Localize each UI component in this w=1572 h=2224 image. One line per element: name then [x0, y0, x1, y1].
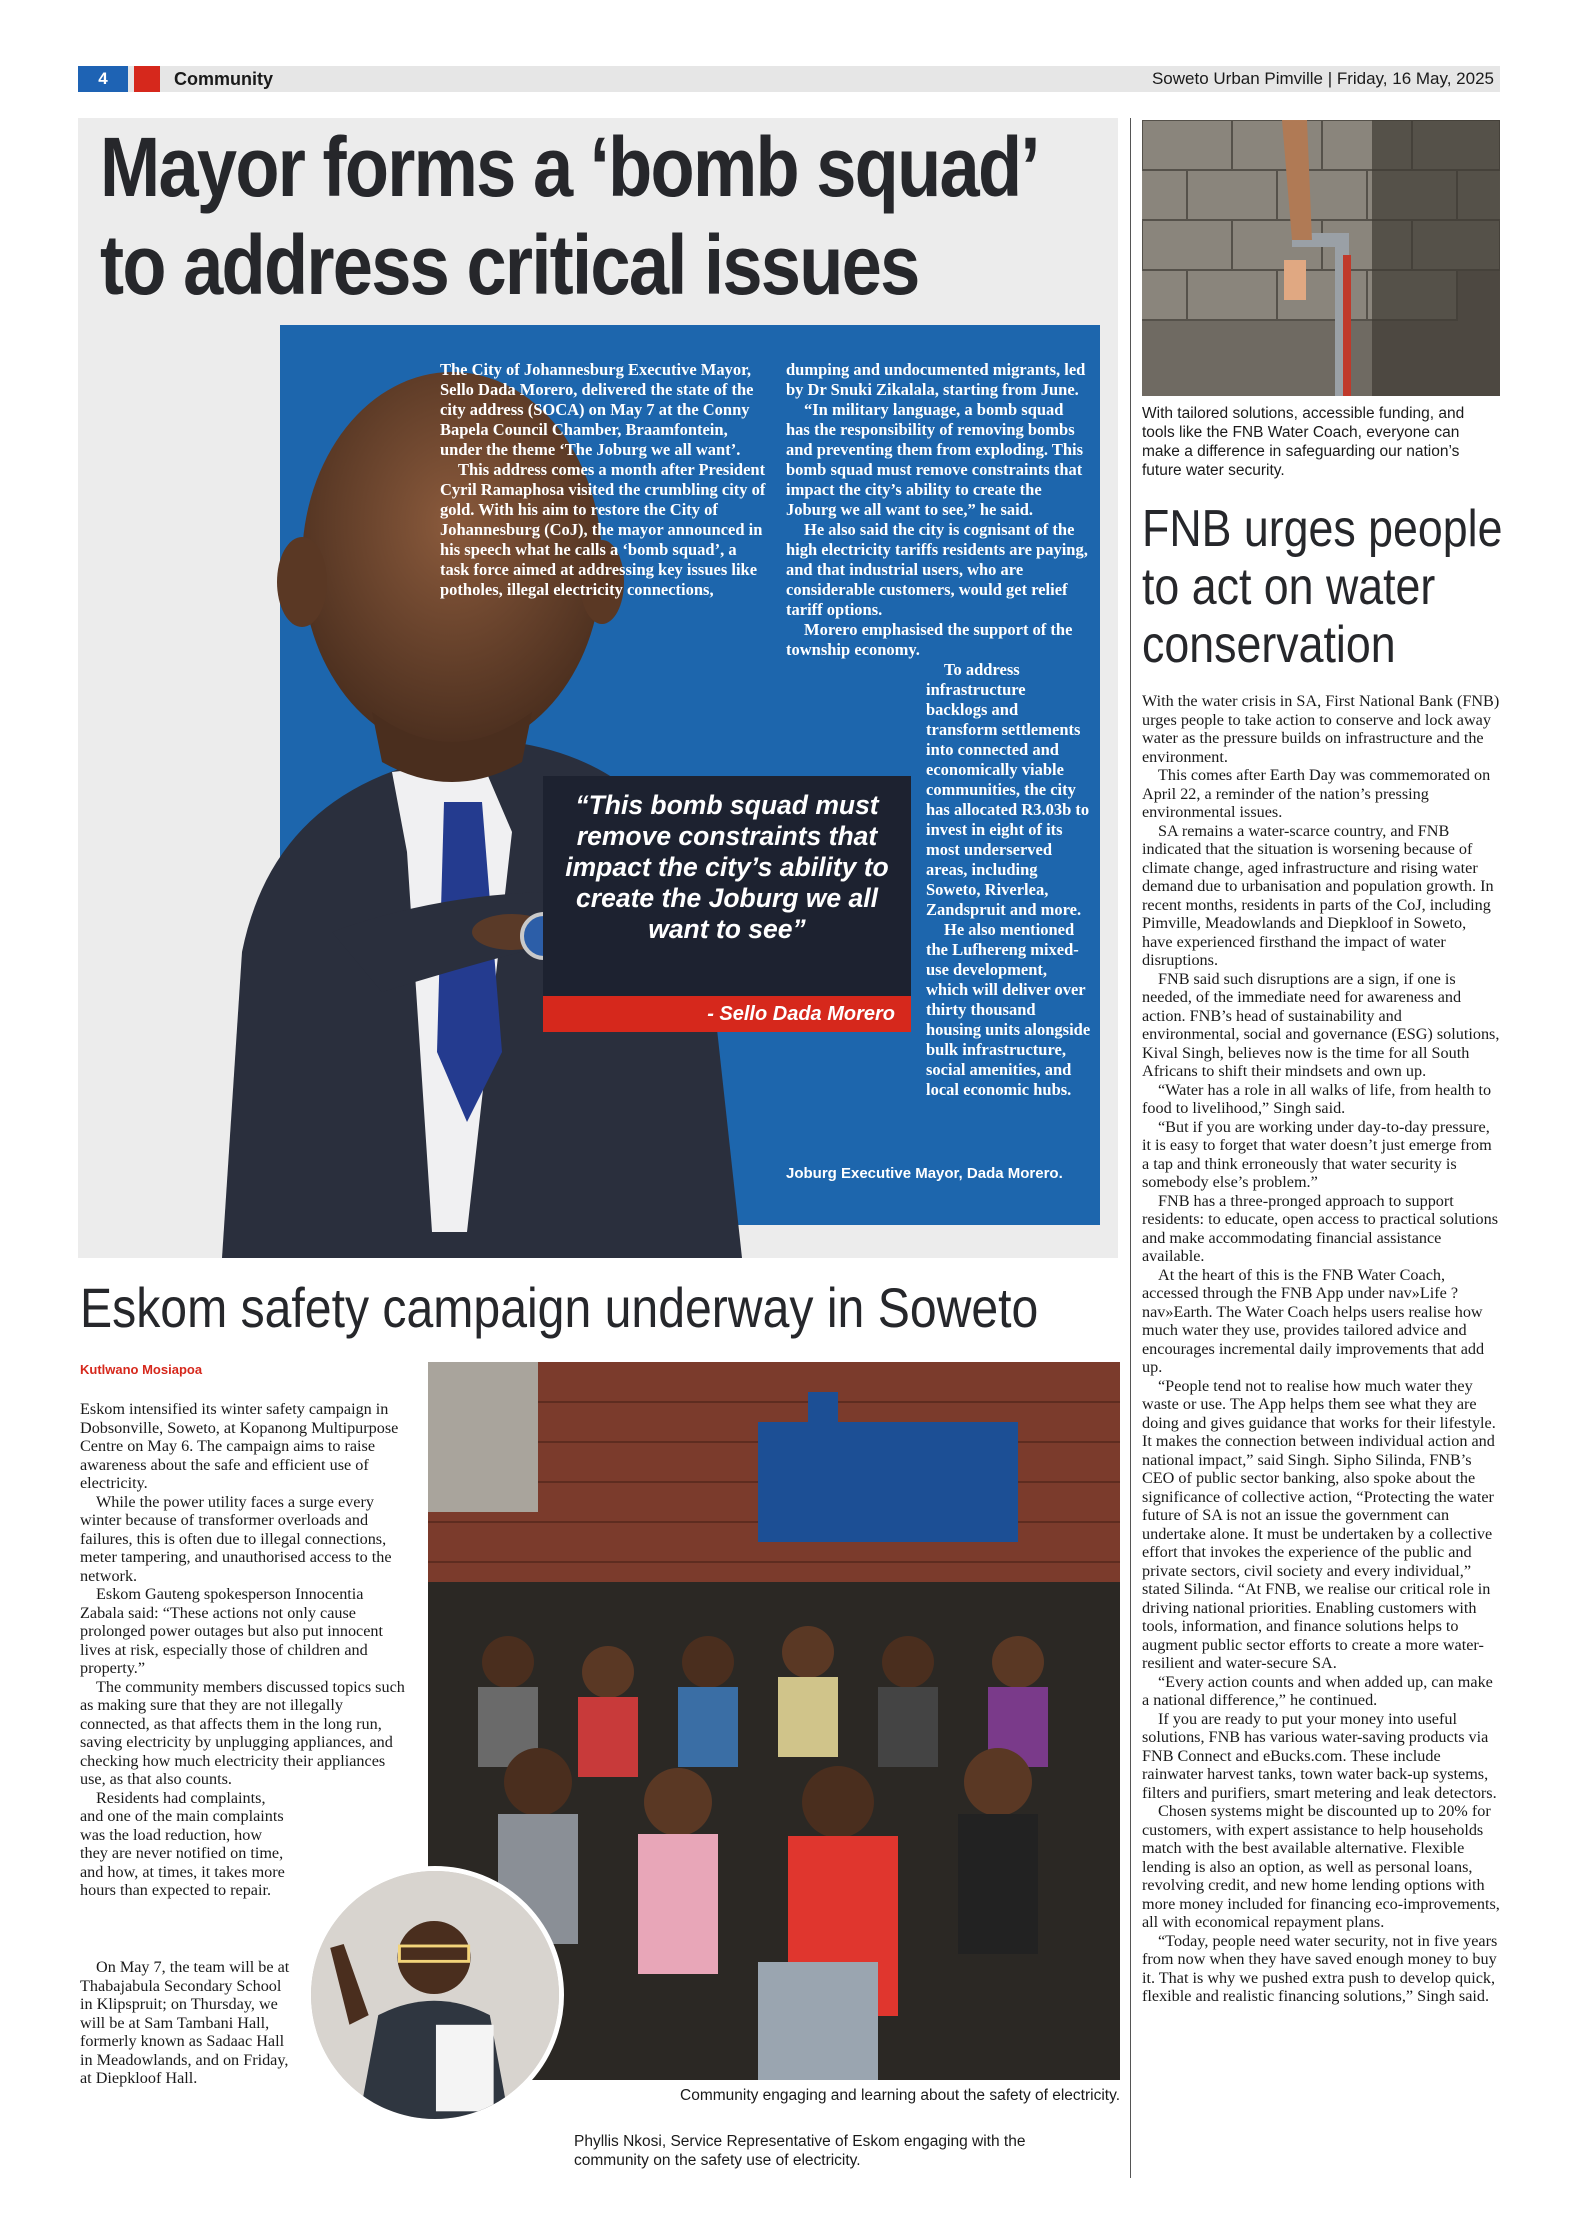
fnb-body-paragraph: If you are ready to put your money into useful solutions, FNB has various water-saving products via FNB Connect and eBucks.com. These include rainwater harvest tanks, town water back-up systems, filters and purifiers, smart metering and leak detectors. [1142, 1709, 1497, 1802]
fnb-body-paragraph: Chosen systems might be discounted up to 20% for customers, with expert assistance to help households match with the best available alternative. Flexible lending is also an option, as well as personal loans, revolving credit, and new home lending options with more money included for financing eco-improvements, all with economical repayment plans. [1142, 1802, 1500, 1931]
fnb-body-paragraph: “Today, people need water security, not in five years from now when they have saved enough money to buy it. That is why we pushed extra push to develop quick, flexible and realistic financing solutions,” Singh said. [1142, 1931, 1498, 2005]
page-header [78, 66, 1500, 92]
publication-dateline: Soweto Urban Pimville | Friday, 16 May, 2025 [1151, 69, 1494, 88]
main-headline [100, 118, 1039, 314]
main-body-paragraph: Morero emphasised the support of the township economy. [786, 620, 1073, 659]
eskom-headline: Eskom safety campaign underway in Soweto [80, 1276, 1039, 1339]
eskom-body-paragraph: On May 7, the team will be at Thabajabula Secondary School in Klipspruit; on Thursday, we will be at Sam Tambani Hall, formerly known as Sadaac Hall in Meadowlands, and on Friday, at Diepkloof Hall. [80, 1958, 290, 2087]
pull-quote-attribution: - Sello Dada Morero [707, 1003, 895, 1025]
fnb-body-paragraph: At the heart of this is the FNB Water Coach, accessed through the FNB App under nav»Life ? nav»Earth. The Water Coach helps users realise how much water they use, provides tailored advice and encourages incremental daily improvements that add up. [1142, 1265, 1485, 1376]
main-body-paragraph: To address infrastructure backlogs and transform settlements into connected and economically viable communities, the city has allocated R3.03b to invest in eight of its most underserved areas, including Soweto, Riverlea, Zandspruit and more. [926, 660, 1090, 919]
pull-quote-box [543, 776, 911, 1032]
eskom-story-body-continued [80, 1958, 294, 2088]
main-body-paragraph: The City of Johannesburg Executive Mayor, Sello Dada Morero, delivered the state of the city address (SOCA) on May 7 at the Conny Bapela Council Chamber, Braamfontein, under the theme ‘The Joburg we all want’. [440, 360, 754, 459]
fnb-body-paragraph: “Water has a role in all walks of life, from health to food to livelihood,” Singh said. [1142, 1080, 1492, 1117]
community-photo-caption: Community engaging and learning about the safety of electricity. [680, 2087, 1120, 2104]
main-body-paragraph: He also mentioned the Lufhereng mixed-use development, which will deliver over thirty thousand housing units alongside bulk infrastructure, social amenities, and local economic hubs. [926, 920, 1091, 1099]
fnb-body-paragraph: This comes after Earth Day was commemorated on April 22, a reminder of the nation’s pressing environmental issues. [1142, 766, 1491, 821]
eskom-body-paragraph: The community members discussed topics such as making sure that they are not illegally connected, as that affects them in the long run, saving electricity by unplugging appliances, and checking how much electricity their appliances use, as that also counts. [80, 1677, 405, 1788]
tap-photo-caption: With tailored solutions, accessible funding, and tools like the FNB Water Coach, everyone can make a difference in safeguarding our nation’s future water security. [1142, 405, 1465, 479]
main-story-body-left [440, 360, 770, 600]
eskom-body-paragraph: Eskom intensified its winter safety campaign in Dobsonville, Soweto, at Kopanong Multipurpose Centre on May 6. The campaign aims to raise awareness about the safe and efficient use of electricity. [80, 1400, 399, 1492]
main-headline-line2: to address critical issues [100, 218, 919, 312]
fnb-body-paragraph: With the water crisis in SA, First National Bank (FNB) urges people to take action to conserve and lock away water as the pressure builds on infrastructure and the environment. [1142, 692, 1500, 766]
fnb-body-paragraph: FNB has a three-pronged approach to support residents: to educate, open access to practical solutions and make accommodating financial assistance available. [1142, 1191, 1499, 1265]
page-number: 4 [78, 66, 128, 92]
section-name: Community [174, 69, 273, 89]
fnb-body-paragraph: SA remains a water-scarce country, and FNB indicated that the situation is worsening because of climate change, aged infrastructure and rising water demand due to urbanisation and population growth. In recent months, residents in parts of the CoJ, including Pimville, Meadowlands and Diepkloof in Soweto, have experienced firsthand the impact of water disruptions. [1142, 821, 1494, 969]
representative-photo-caption: Phyllis Nkosi, Service Representative of Eskom engaging with the community on the safety use of electricity. [574, 2133, 1026, 2169]
fnb-body-paragraph: “People tend not to realise how much water they waste or use. The App helps them see what they are doing and gives guidance that works for their lifestyle. It makes the connection between individual action and national impact,” said Singh. Sipho Silinda, FNB’s CEO of public sector banking, also spoke about the significance of collective action, “Protecting the water future of SA is not an issue the government can undertake alone. It must be undertaken by a collective effort that invokes the experience of the public and private sectors, civil society and every individual,” stated Silinda. “At FNB, we realise our critical role in driving national priorities. Enabling customers with tools, information, and finance solutions helps to augment public sector efforts to create a more water-resilient and water-secure SA. [1142, 1376, 1496, 1672]
column-divider [1130, 118, 1131, 2178]
eskom-story-body [80, 1400, 410, 1900]
eskom-byline: Kutlwano Mosiapoa [80, 1362, 203, 1377]
main-body-paragraph: This address comes a month after President Cyril Ramaphosa visited the crumbling city of gold. With his aim to restore the City of Johannesburg (CoJ), the mayor announced in his speech what he calls a ‘bomb squad’, a task force aimed at addressing key issues like potholes, illegal electricity connections, [440, 460, 766, 599]
eskom-body-paragraph: Eskom Gauteng spokesperson Innocentia Zabala said: “These actions not only cause prolonged power outages but also put innocent lives at risk, especially those of children and property.” [80, 1585, 384, 1677]
fnb-body-paragraph: “But if you are working under day-to-day pressure, it is easy to forget that water doesn’t just emerge from a tap and think erroneously that water security is somebody else’s problem.” [1142, 1117, 1492, 1191]
main-body-paragraph: “In military language, a bomb squad has the responsibility of removing bombs and preventing them from exploding. This bomb squad must remove constraints that impact the city’s ability to create the Joburg we all want to see,” he said. [786, 400, 1084, 519]
fnb-story-body [1142, 692, 1500, 2006]
fnb-headline: FNB urges people to act on water conservation [1142, 500, 1503, 674]
main-body-paragraph: He also said the city is cognisant of the high electricity tariffs residents are paying, and that industrial users, who are considerable customers, would get relief tariff options. [786, 520, 1088, 619]
main-body-paragraph: dumping and undocumented migrants, led by Dr Snuki Zikalala, starting from June. [786, 360, 1086, 399]
main-headline-line1: Mayor forms a ‘bomb squad’ [100, 120, 1039, 214]
fnb-body-paragraph: FNB said such disruptions are a sign, if one is needed, of the immediate need for awareness and action. FNB’s head of sustainability and environmental, social and governance (ESG) solutions, Kival Singh, believes now is the time for all South Africans to shift their mindsets and own up. [1142, 969, 1500, 1080]
eskom-representative-photo [306, 1866, 564, 2124]
eskom-body-paragraph: While the power utility faces a surge every winter because of transformer overloads and failures, this is often due to illegal connections, meter tampering, and unauthorised access to the network. [80, 1492, 392, 1585]
water-tap-photo [1142, 120, 1500, 396]
pull-quote-attribution-bar [543, 996, 911, 1032]
fnb-body-paragraph: “Every action counts and when added up, can make a national difference,” he continued. [1142, 1672, 1493, 1709]
mayor-photo-caption: Joburg Executive Mayor, Dada Morero. [786, 1165, 1063, 1182]
pull-quote: “This bomb squad must remove constraints that impact the city’s ability to create the Joburg we all want to see” [565, 790, 889, 944]
section-marker [134, 66, 160, 92]
eskom-body-paragraph: Residents had complaints, and one of the main complaints was the load reduction, how they are never notified on time, and how, at times, it takes more hours than expected to repair. [80, 1788, 285, 1899]
